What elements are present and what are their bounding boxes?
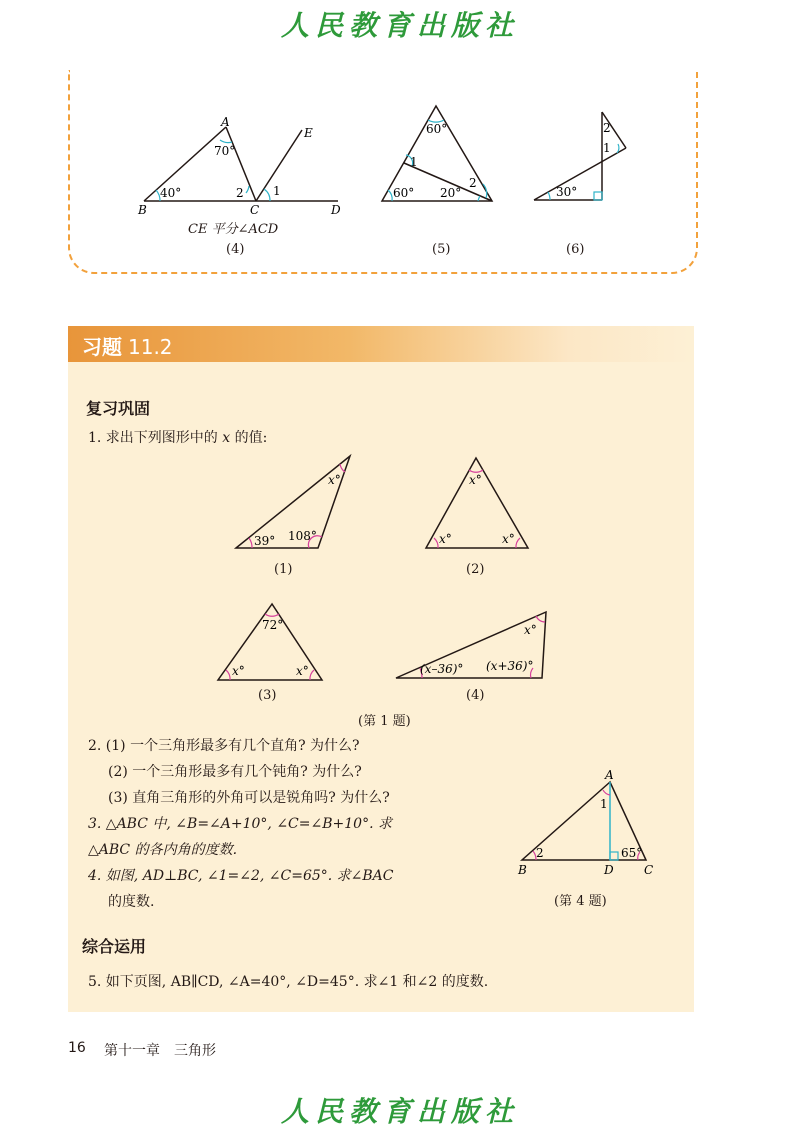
q4-mark-2: 2	[536, 846, 544, 860]
q1-figure-2	[422, 454, 532, 552]
q4-figure	[512, 768, 662, 878]
question-4-line-2: 的度数.	[108, 894, 155, 910]
question-5: 5. 如下页图, AB∥CD, ∠A=40°, ∠D=45°. 求∠1 和∠2 的度数.	[88, 974, 489, 990]
q4-label-b: B	[518, 863, 527, 877]
publisher-logo-top: 人民教育出版社	[280, 9, 519, 42]
page-number: 16	[68, 1040, 86, 1056]
fig5-angle-top: 60°	[426, 122, 448, 136]
q4-label-c: C	[644, 863, 654, 877]
question-3-line-2: △ABC 的各内角的度数.	[88, 842, 238, 858]
q1-figure-4	[392, 608, 550, 682]
q1f4-angle-right: (x+36)°	[486, 659, 534, 673]
question-1	[88, 428, 267, 448]
q1-fig2-caption: (2)	[466, 562, 485, 577]
exercise-panel	[68, 326, 694, 1012]
figure-5	[374, 100, 504, 210]
q1f1-angle-x: x°	[328, 473, 341, 487]
figure-6	[530, 104, 640, 204]
q1f4-angle-left: (x–36)°	[420, 662, 464, 676]
q1f3-angle-top: 72°	[262, 618, 284, 632]
q1f1-angle-108: 108°	[288, 529, 317, 543]
fig5-mark-2: 2	[469, 176, 477, 190]
q4-label-a: A	[605, 768, 614, 782]
q4-angle-c: 65°	[621, 846, 643, 860]
q1-fig4-caption: (4)	[466, 688, 485, 703]
q1f2-angle-top: x°	[469, 473, 482, 487]
exercise-title	[82, 331, 173, 360]
fig4-mark-1: 1	[273, 184, 281, 198]
q1-suffix: 的值:	[230, 430, 268, 446]
fig4-angle-b: 40°	[160, 186, 182, 200]
fig4-label-d: D	[331, 203, 341, 217]
q4-caption: (第 4 题)	[554, 894, 607, 909]
fig4-label-b: B	[138, 203, 147, 217]
publisher-logo-bottom: 人民教育出版社	[280, 1095, 519, 1128]
fig4-caption: (4)	[226, 242, 245, 257]
section-comprehensive: 综合运用	[82, 937, 147, 956]
q1f3-angle-left: x°	[232, 664, 245, 678]
q4-mark-1: 1	[600, 797, 608, 811]
q1-fig1-caption: (1)	[274, 562, 293, 577]
exercise-title-text: 习题	[82, 335, 122, 359]
q4-label-d: D	[604, 863, 614, 877]
fig5-mark-1: 1	[410, 155, 418, 169]
q1-fig3-caption: (3)	[258, 688, 277, 703]
q1f1-angle-39: 39°	[254, 534, 276, 548]
fig4-label-c: C	[250, 203, 260, 217]
fig4-label-a: A	[221, 115, 230, 129]
question-4-line-1: 4. 如图, AD⊥BC, ∠1=∠2, ∠C=65°. 求∠BAC	[88, 868, 394, 884]
q1-var: x	[222, 430, 231, 446]
question-2-line-2: (2) 一个三角形最多有几个钝角? 为什么?	[108, 764, 362, 780]
fig4-angle-a: 70°	[214, 144, 236, 158]
chapter-title: 第十一章 三角形	[104, 1043, 216, 1059]
fig5-caption: (5)	[432, 242, 451, 257]
fig5-angle-left: 60°	[393, 186, 415, 200]
q1-caption: (第 1 题)	[358, 714, 411, 729]
fig4-note: CE 平分∠ACD	[188, 222, 279, 237]
figure-4	[130, 110, 360, 220]
q1f3-angle-right: x°	[296, 664, 309, 678]
q1-figure-3	[214, 600, 328, 684]
fig6-mark-1: 1	[603, 141, 611, 155]
fig5-angle-bottom: 20°	[440, 186, 462, 200]
q1f2-angle-left: x°	[439, 532, 452, 546]
q1-prefix: 1. 求出下列图形中的	[88, 430, 223, 446]
section-review: 复习巩固	[86, 399, 151, 418]
q1-figure-1	[232, 452, 358, 552]
question-3-line-1: 3. △ABC 中, ∠B=∠A+10°, ∠C=∠B+10°. 求	[88, 816, 392, 832]
exercise-number: 11.2	[128, 335, 173, 359]
fig4-mark-2: 2	[236, 186, 244, 200]
exercise-header	[68, 326, 694, 362]
fig6-mark-2: 2	[603, 121, 611, 135]
question-2-line-1: 2. (1) 一个三角形最多有几个直角? 为什么?	[88, 738, 360, 754]
fig6-caption: (6)	[566, 242, 585, 257]
q1f4-angle-top: x°	[524, 623, 537, 637]
question-2-line-3: (3) 直角三角形的外角可以是锐角吗? 为什么?	[108, 790, 390, 806]
fig4-label-e: E	[304, 126, 313, 140]
fig6-angle: 30°	[556, 185, 578, 199]
q1f2-angle-right: x°	[502, 532, 515, 546]
